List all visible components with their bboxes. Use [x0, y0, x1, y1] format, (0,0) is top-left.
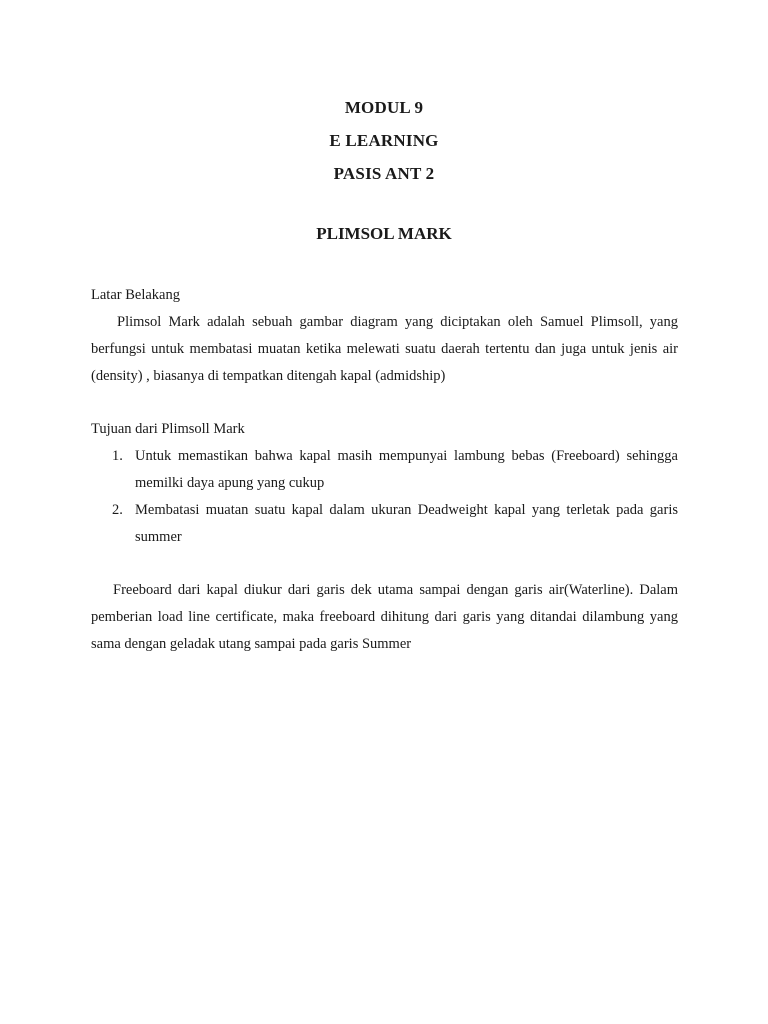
page-title: PLIMSOL MARK	[316, 224, 452, 243]
course-type: E LEARNING	[329, 131, 439, 150]
purpose-heading: Tujuan dari Plimsoll Mark	[91, 421, 245, 437]
purpose-list	[91, 443, 678, 551]
list-item-text: Membatasi muatan suatu kapal dalam ukuran Deadweight kapal yang terletak pada garis summer	[135, 502, 678, 545]
spacer	[91, 551, 678, 577]
list-item-number: 1.	[112, 448, 123, 464]
document-body	[91, 282, 678, 658]
list-item-text: Untuk memastikan bahwa kapal masih mempunyai lambung bebas (Freeboard) sehingga memilki daya apung yang cukup	[135, 448, 678, 491]
background-heading: Latar Belakang	[91, 287, 180, 303]
module-header	[0, 91, 768, 190]
background-paragraph: Plimsol Mark adalah sebuah gambar diagram yang diciptakan oleh Samuel Plimsoll, yang berfungsi untuk membatasi muatan ketika melewati suatu daerah tertentu dan juga untuk jenis air (density) , biasanya di tempatkan ditengah kapal (admidship)	[91, 314, 678, 384]
list-item	[91, 497, 678, 551]
class-name: PASIS ANT 2	[333, 164, 435, 183]
spacer	[91, 390, 678, 416]
list-item-number: 2.	[112, 502, 123, 518]
freeboard-paragraph: Freeboard dari kapal diukur dari garis dek utama sampai dengan garis air(Waterline). Dalam pemberian load line certificate, maka freeboard dihitung dari garis yang ditandai dilambung yang sama dengan geladak utang sampai pada garis Summer	[91, 582, 678, 652]
module-number: MODUL 9	[344, 98, 424, 117]
list-item	[91, 443, 678, 497]
